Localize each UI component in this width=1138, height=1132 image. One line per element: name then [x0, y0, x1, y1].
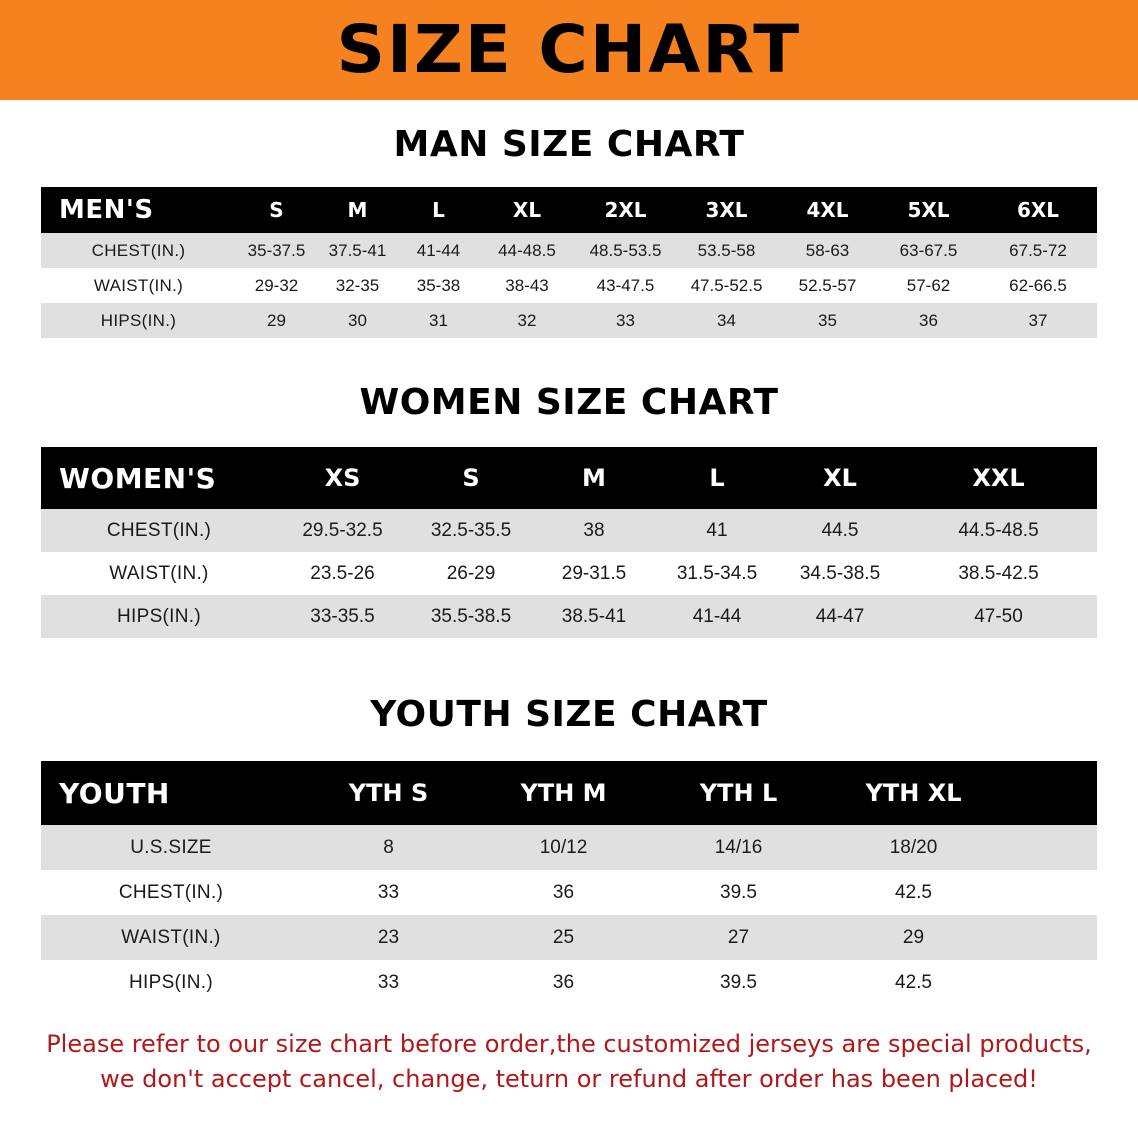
table-cell: 44.5-48.5 [900, 509, 1097, 552]
table-cell: 32.5-35.5 [408, 509, 534, 552]
man-header-size: S [236, 187, 317, 233]
table-cell: 38.5-41 [534, 595, 654, 638]
table-cell: 35 [777, 303, 878, 338]
women-table-header-row [41, 447, 1097, 509]
table-cell: 37.5-41 [317, 233, 398, 268]
youth-header-size: YTH M [476, 761, 651, 825]
table-cell: 34.5-38.5 [780, 552, 900, 595]
table-cell: 23 [301, 915, 476, 960]
table-cell: 23.5-26 [277, 552, 408, 595]
table-cell-empty [1001, 870, 1097, 915]
youth-row-label: U.S.SIZE [41, 825, 301, 870]
youth-header-size: YTH S [301, 761, 476, 825]
table-cell: 62-66.5 [979, 268, 1097, 303]
table-cell-empty [1001, 960, 1097, 1005]
table-cell: 32-35 [317, 268, 398, 303]
page-title: SIZE CHART [336, 11, 802, 88]
table-row [41, 552, 1097, 595]
table-cell: 41-44 [654, 595, 780, 638]
table-cell: 42.5 [826, 870, 1001, 915]
youth-header-label: YOUTH [41, 761, 301, 825]
man-row-label: WAIST(IN.) [41, 268, 236, 303]
table-cell: 33 [301, 870, 476, 915]
women-header-size: XXL [900, 447, 1097, 509]
table-cell: 38 [534, 509, 654, 552]
table-cell: 43-47.5 [575, 268, 676, 303]
table-row [41, 960, 1097, 1005]
women-row-label: WAIST(IN.) [41, 552, 277, 595]
table-cell: 52.5-57 [777, 268, 878, 303]
table-cell: 8 [301, 825, 476, 870]
man-header-size: 2XL [575, 187, 676, 233]
table-cell: 67.5-72 [979, 233, 1097, 268]
table-cell: 31.5-34.5 [654, 552, 780, 595]
man-table-header-row [41, 187, 1097, 233]
table-cell: 32 [479, 303, 575, 338]
table-cell: 14/16 [651, 825, 826, 870]
table-cell: 30 [317, 303, 398, 338]
table-cell: 41 [654, 509, 780, 552]
table-row [41, 509, 1097, 552]
table-row [41, 303, 1097, 338]
table-cell: 33-35.5 [277, 595, 408, 638]
man-header-size: XL [479, 187, 575, 233]
table-cell: 36 [476, 870, 651, 915]
table-cell: 36 [476, 960, 651, 1005]
youth-size-table [41, 761, 1097, 1005]
table-cell: 29-31.5 [534, 552, 654, 595]
youth-section-title: YOUTH SIZE CHART [370, 694, 768, 735]
women-header-size: XS [277, 447, 408, 509]
table-cell: 34 [676, 303, 777, 338]
table-cell: 25 [476, 915, 651, 960]
man-header-label: MEN'S [41, 187, 236, 233]
table-row [41, 233, 1097, 268]
youth-header-size: YTH L [651, 761, 826, 825]
table-cell: 35.5-38.5 [408, 595, 534, 638]
women-row-label: CHEST(IN.) [41, 509, 277, 552]
table-cell: 38-43 [479, 268, 575, 303]
women-header-size: S [408, 447, 534, 509]
youth-row-label: CHEST(IN.) [41, 870, 301, 915]
table-cell: 44-48.5 [479, 233, 575, 268]
table-cell: 36 [878, 303, 979, 338]
man-header-size: 3XL [676, 187, 777, 233]
women-header-size: M [534, 447, 654, 509]
women-size-table [41, 447, 1097, 638]
table-cell: 53.5-58 [676, 233, 777, 268]
table-cell: 39.5 [651, 870, 826, 915]
youth-row-label: WAIST(IN.) [41, 915, 301, 960]
table-cell: 48.5-53.5 [575, 233, 676, 268]
man-header-size: 4XL [777, 187, 878, 233]
youth-row-label: HIPS(IN.) [41, 960, 301, 1005]
man-header-size: M [317, 187, 398, 233]
youth-header-spacer [1001, 761, 1097, 825]
man-row-label: HIPS(IN.) [41, 303, 236, 338]
table-cell: 37 [979, 303, 1097, 338]
man-header-size: 5XL [878, 187, 979, 233]
table-cell: 35-38 [398, 268, 479, 303]
table-cell: 29.5-32.5 [277, 509, 408, 552]
man-header-size: L [398, 187, 479, 233]
women-section-title: WOMEN SIZE CHART [359, 382, 779, 423]
man-row-label: CHEST(IN.) [41, 233, 236, 268]
table-cell: 47.5-52.5 [676, 268, 777, 303]
table-cell: 31 [398, 303, 479, 338]
table-row [41, 915, 1097, 960]
table-cell: 41-44 [398, 233, 479, 268]
table-cell: 29-32 [236, 268, 317, 303]
table-row [41, 595, 1097, 638]
table-cell: 29 [236, 303, 317, 338]
women-row-label: HIPS(IN.) [41, 595, 277, 638]
table-cell: 44-47 [780, 595, 900, 638]
table-cell: 39.5 [651, 960, 826, 1005]
table-cell: 33 [301, 960, 476, 1005]
table-cell: 58-63 [777, 233, 878, 268]
table-cell: 26-29 [408, 552, 534, 595]
table-cell: 35-37.5 [236, 233, 317, 268]
table-cell: 38.5-42.5 [900, 552, 1097, 595]
man-size-table [41, 187, 1097, 338]
youth-table-header-row [41, 761, 1097, 825]
women-header-size: XL [780, 447, 900, 509]
disclaimer-line-2: we don't accept cancel, change, teturn or refund after order has been placed! [100, 1064, 1038, 1093]
table-cell: 27 [651, 915, 826, 960]
table-cell: 42.5 [826, 960, 1001, 1005]
table-row [41, 825, 1097, 870]
man-section-title: MAN SIZE CHART [393, 124, 745, 165]
table-cell: 63-67.5 [878, 233, 979, 268]
table-row [41, 870, 1097, 915]
table-cell: 44.5 [780, 509, 900, 552]
table-cell: 57-62 [878, 268, 979, 303]
disclaimer-line-1: Please refer to our size chart before order,the customized jerseys are special products, [46, 1030, 1092, 1058]
youth-header-size: YTH XL [826, 761, 1001, 825]
table-cell-empty [1001, 915, 1097, 960]
table-cell-empty [1001, 825, 1097, 870]
disclaimer-note [40, 1027, 1098, 1097]
table-cell: 29 [826, 915, 1001, 960]
table-cell: 47-50 [900, 595, 1097, 638]
table-cell: 18/20 [826, 825, 1001, 870]
women-header-label: WOMEN'S [41, 447, 277, 509]
table-cell: 10/12 [476, 825, 651, 870]
header-banner [0, 0, 1138, 100]
table-row [41, 268, 1097, 303]
women-header-size: L [654, 447, 780, 509]
man-header-size: 6XL [979, 187, 1097, 233]
table-cell: 33 [575, 303, 676, 338]
